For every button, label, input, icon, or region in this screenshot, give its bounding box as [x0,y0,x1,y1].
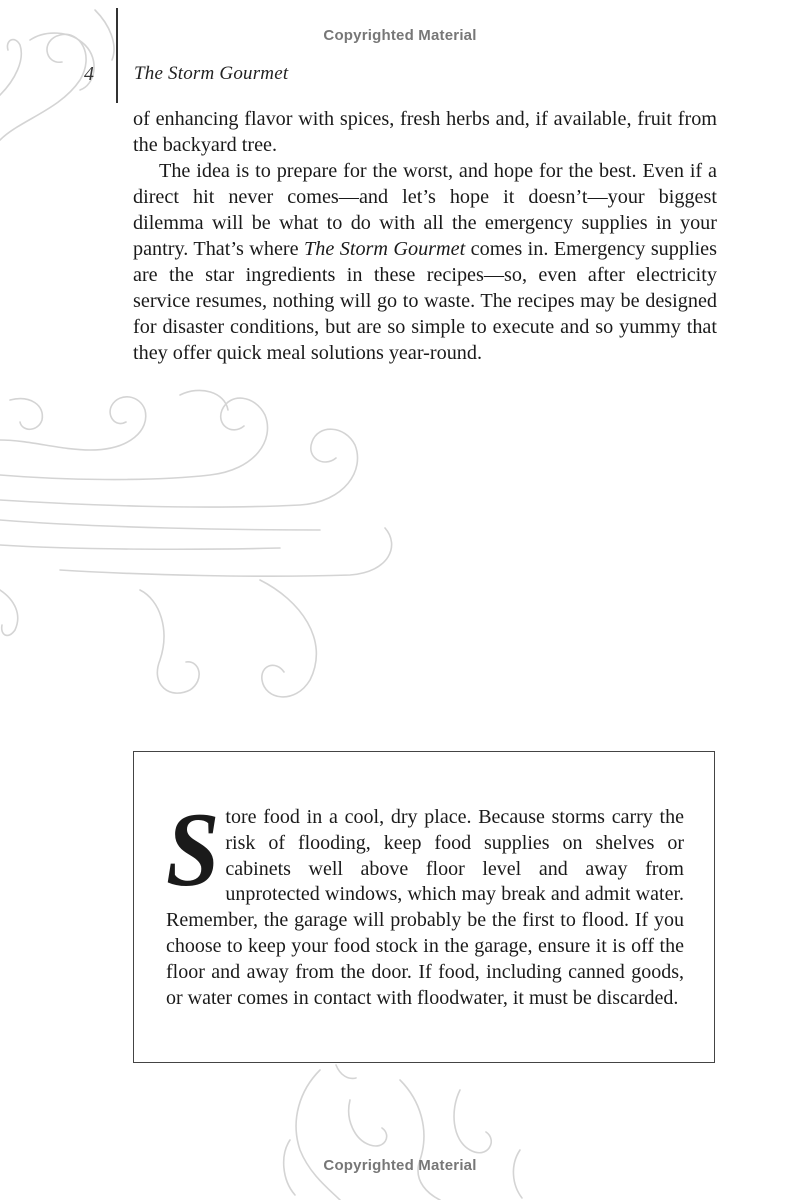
main-body-text [133,106,717,366]
paragraph-continuation: of enhancing flavor with spices, fresh herbs and, if available, fruit from the backyard tree. [133,108,717,156]
paragraph-intro-text-end: comes in. Emergency supplies are the star ingredients in these recipes—so, even after electricity service resumes, nothing will go to waste. The recipes may be designed for disaster conditions, but are so simple to execute and so yummy that they offer quick meal solutions year-round. [133,238,717,364]
drop-cap-letter: S [166,790,220,909]
copyright-watermark-top: Copyrighted Material [323,27,477,44]
paragraph-intro [133,158,717,366]
paragraph-intro-text-start: The idea is to prepare for the worst, and hope for the best. Even if a direct hit never comes—and let’s hope it doesn’t—your biggest dilemma will be what to do with all the emergency supplies in your pantry. That’s where [133,160,717,260]
header-vertical-rule [116,8,118,103]
copyright-watermark-bottom: Copyrighted Material [323,1157,477,1174]
tip-callout-body: tore food in a cool, dry place. Because storms carry the risk of flooding, keep food supplies on shelves or cabinets well above floor level and away from unprotected windows, which may break and admit water. Remember, the garage will probably be the first to flood. If you choose to keep your food stock in the garage, ensure it is off the floor and away from the door. If food, including canned goods, or water comes in contact with floodwater, it must be discarded. [166,806,684,1009]
book-title-inline: The Storm Gourmet [304,238,466,260]
page-number: 4 [84,63,94,85]
tip-callout-text [166,790,684,1011]
running-head-title: The Storm Gourmet [134,63,289,84]
